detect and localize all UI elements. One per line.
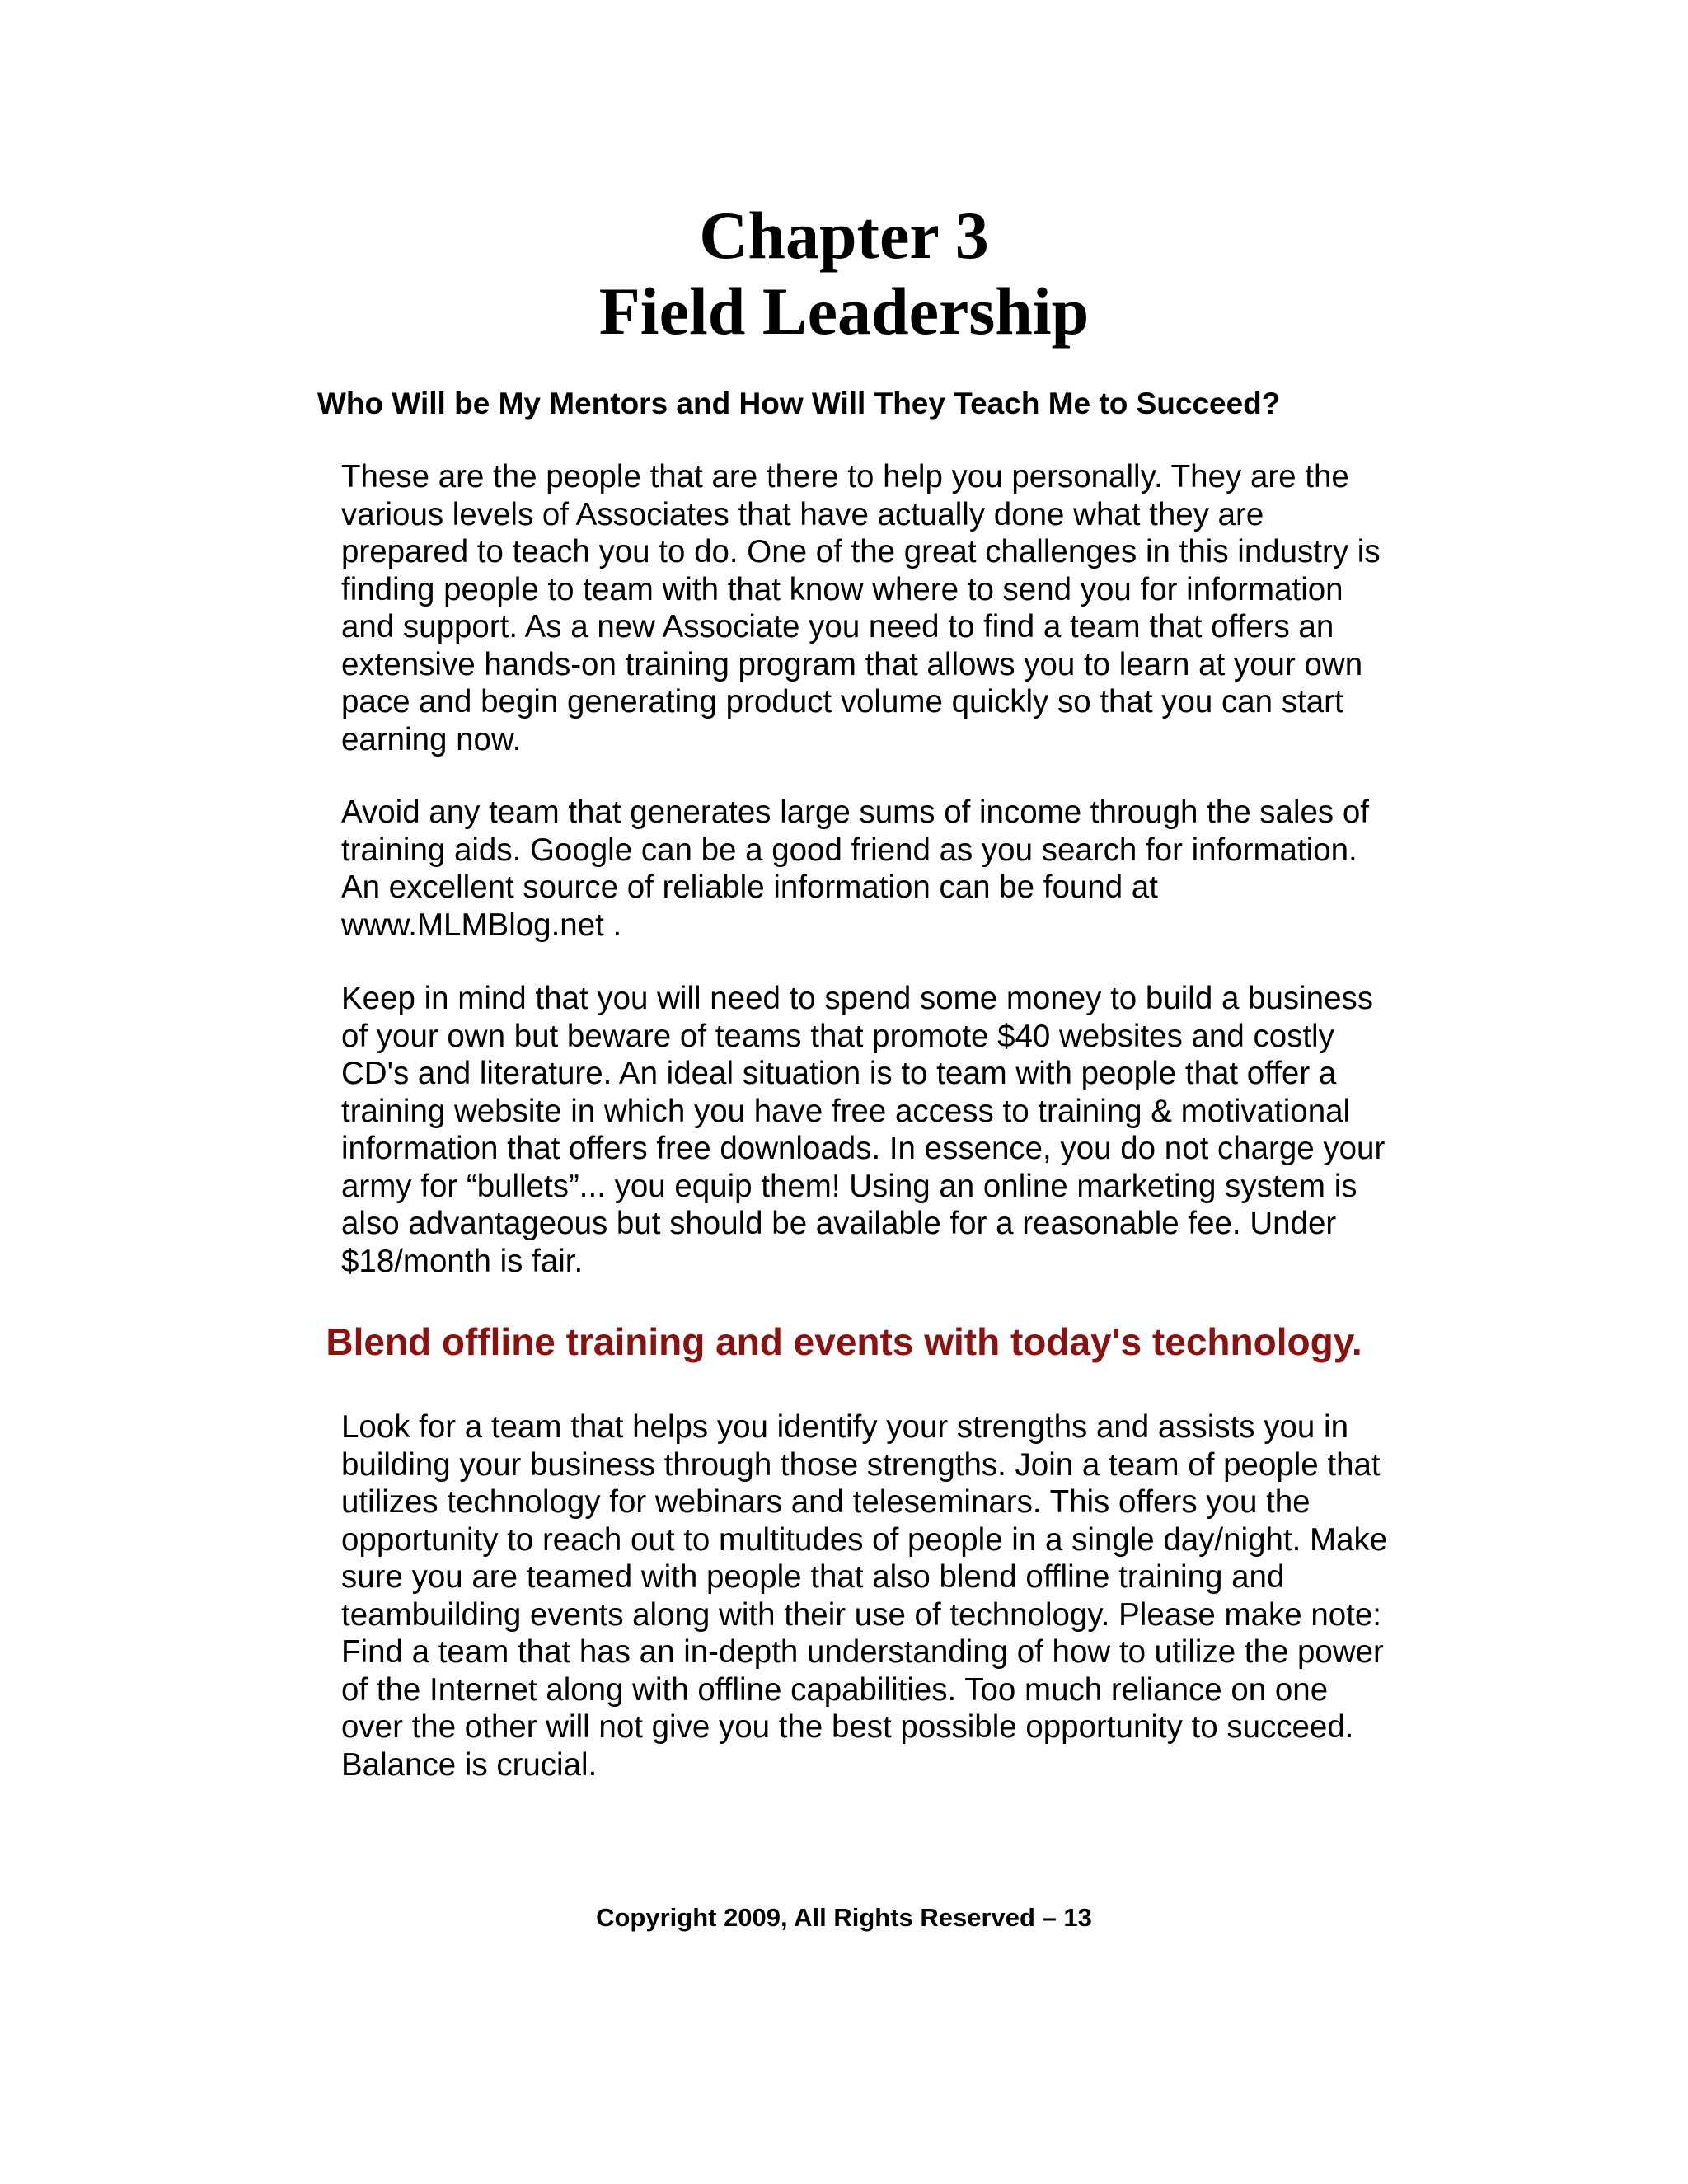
chapter-number: Chapter 3 <box>699 198 989 273</box>
paragraph-strengths: Look for a team that helps you identify your strengths and assists you in building your business through those strengths. Join a team of people that utilizes technology for webinars and teleseminars. This offers you the opportunity to reach out to multitudes of people in a single day/night. Make sure you are teamed with people that also blend offline training and teambuilding events along with their use of technology. Please make note: Find a team that has an in-depth understanding of how to utilize the power of the Internet along with offline capabilities. Too much reliance on one over the other will not give you the best possible opportunity to succeed. Balance is crucial. <box>341 1409 1388 1783</box>
paragraph-avoid-teams: Avoid any team that generates large sums of income through the sales of training aids. Google can be a good friend as you search for information. An excellent source of reliable information can be found at www.MLMBlog.net . <box>341 794 1369 943</box>
paragraph-spending: Keep in mind that you will need to spend some money to build a business of your own but beware of teams that promote $40 websites and costly CD's and literature. An ideal situation is to team with people that offer a training website in which you have free access to training & motivational information that offers free downloads. In essence, you do not charge your army for “bullets”... you equip them! Using an online marketing system is also advantageous but should be available for a reasonable fee. Under $18/month is fair. <box>341 981 1386 1279</box>
page-footer: Copyright 2009, All Rights Reserved – 13 <box>596 1903 1092 1932</box>
chapter-title: Field Leadership <box>598 274 1090 349</box>
blend-training-heading: Blend offline training and events with today's technology. <box>326 1320 1362 1363</box>
mentors-subheading: Who Will be My Mentors and How Will They Teach Me to Succeed? <box>317 387 1281 420</box>
paragraph-mentors: These are the people that are there to help you personally. They are the various levels of Associates that have actually done what they are prepared to teach you to do. One of the great challenges in this industry is finding people to team with that know where to send you for information and support. As a new Associate you need to find a team that offers an extensive hands-on training program that allows you to learn at your own pace and begin generating product volume quickly so that you can start earning now. <box>341 459 1381 757</box>
